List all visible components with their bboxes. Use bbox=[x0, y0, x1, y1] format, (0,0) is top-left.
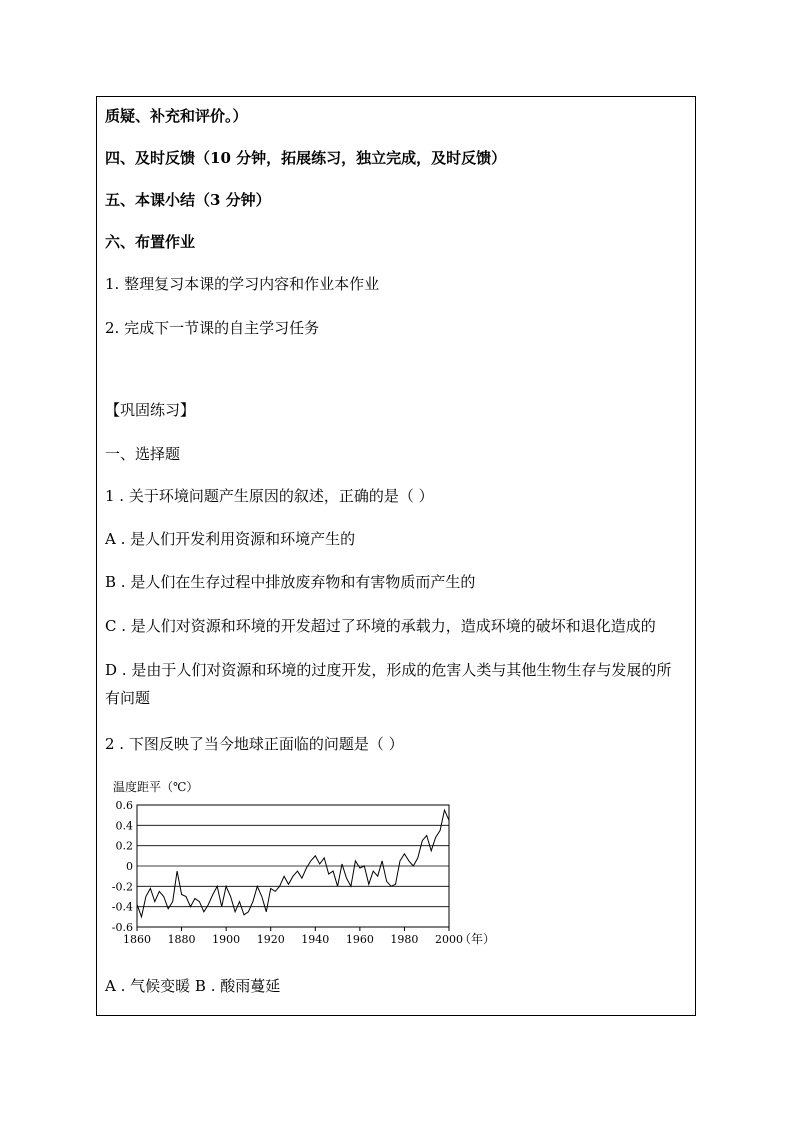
y-tick-label: 0.6 bbox=[115, 799, 133, 812]
text-line: 一、选择题 bbox=[105, 445, 181, 463]
text-line: 【巩固练习】 bbox=[105, 401, 196, 419]
x-tick-label: 1880 bbox=[167, 933, 196, 946]
x-axis-label: （年） bbox=[459, 932, 496, 946]
text-line: 四、及时反馈（10 分钟，拓展练习，独立完成，及时反馈） bbox=[105, 149, 507, 167]
x-tick-label: 2000 bbox=[435, 933, 463, 946]
text-line: A . 是人们开发利用资源和环境产生的 bbox=[105, 530, 356, 548]
temperature-series-line bbox=[137, 810, 449, 917]
y-tick-label: 0 bbox=[126, 860, 133, 873]
y-tick-label: -0.6 bbox=[111, 921, 133, 934]
document-frame bbox=[96, 96, 696, 1016]
y-axis-label: 温度距平（℃） bbox=[113, 780, 199, 794]
text-line: D . 是由于人们对资源和环境的过度开发，形成的危害人类与其他生物生存与发展的所 bbox=[105, 661, 672, 679]
y-tick-label: -0.4 bbox=[111, 900, 133, 914]
text-line: 质疑、补充和评价。） bbox=[105, 107, 248, 125]
y-tick-label: 0.4 bbox=[115, 819, 133, 833]
y-tick-label: 0.2 bbox=[115, 839, 133, 853]
x-tick-label: 1940 bbox=[301, 933, 330, 946]
temperature-chart bbox=[103, 777, 503, 977]
text-line: 有问题 bbox=[105, 689, 151, 707]
text-line: C . 是人们对资源和环境的开发超过了环境的承载力，造成环境的破坏和退化造成的 bbox=[105, 617, 656, 635]
text-line: 2. 完成下一节课的自主学习任务 bbox=[105, 319, 320, 337]
x-tick-label: 1860 bbox=[123, 933, 151, 946]
text-line: 五、本课小结（3 分钟） bbox=[105, 191, 271, 209]
x-tick-label: 1900 bbox=[212, 933, 241, 946]
x-tick-label: 1960 bbox=[345, 933, 374, 946]
text-line: 1. 整理复习本课的学习内容和作业本作业 bbox=[105, 275, 380, 293]
text-line: 2 . 下图反映了当今地球正面临的问题是（ ） bbox=[105, 735, 404, 753]
text-line: A . 气候变暖 B . 酸雨蔓延 bbox=[105, 977, 281, 995]
y-tick-label: -0.2 bbox=[111, 880, 133, 894]
x-tick-label: 1980 bbox=[390, 933, 419, 946]
text-line: 六、布置作业 bbox=[105, 233, 196, 251]
text-line: 1 . 关于环境问题产生原因的叙述，正确的是（ ） bbox=[105, 487, 434, 505]
text-line: B . 是人们在生存过程中排放废弃物和有害物质而产生的 bbox=[105, 573, 476, 591]
x-tick-label: 1920 bbox=[256, 933, 285, 946]
